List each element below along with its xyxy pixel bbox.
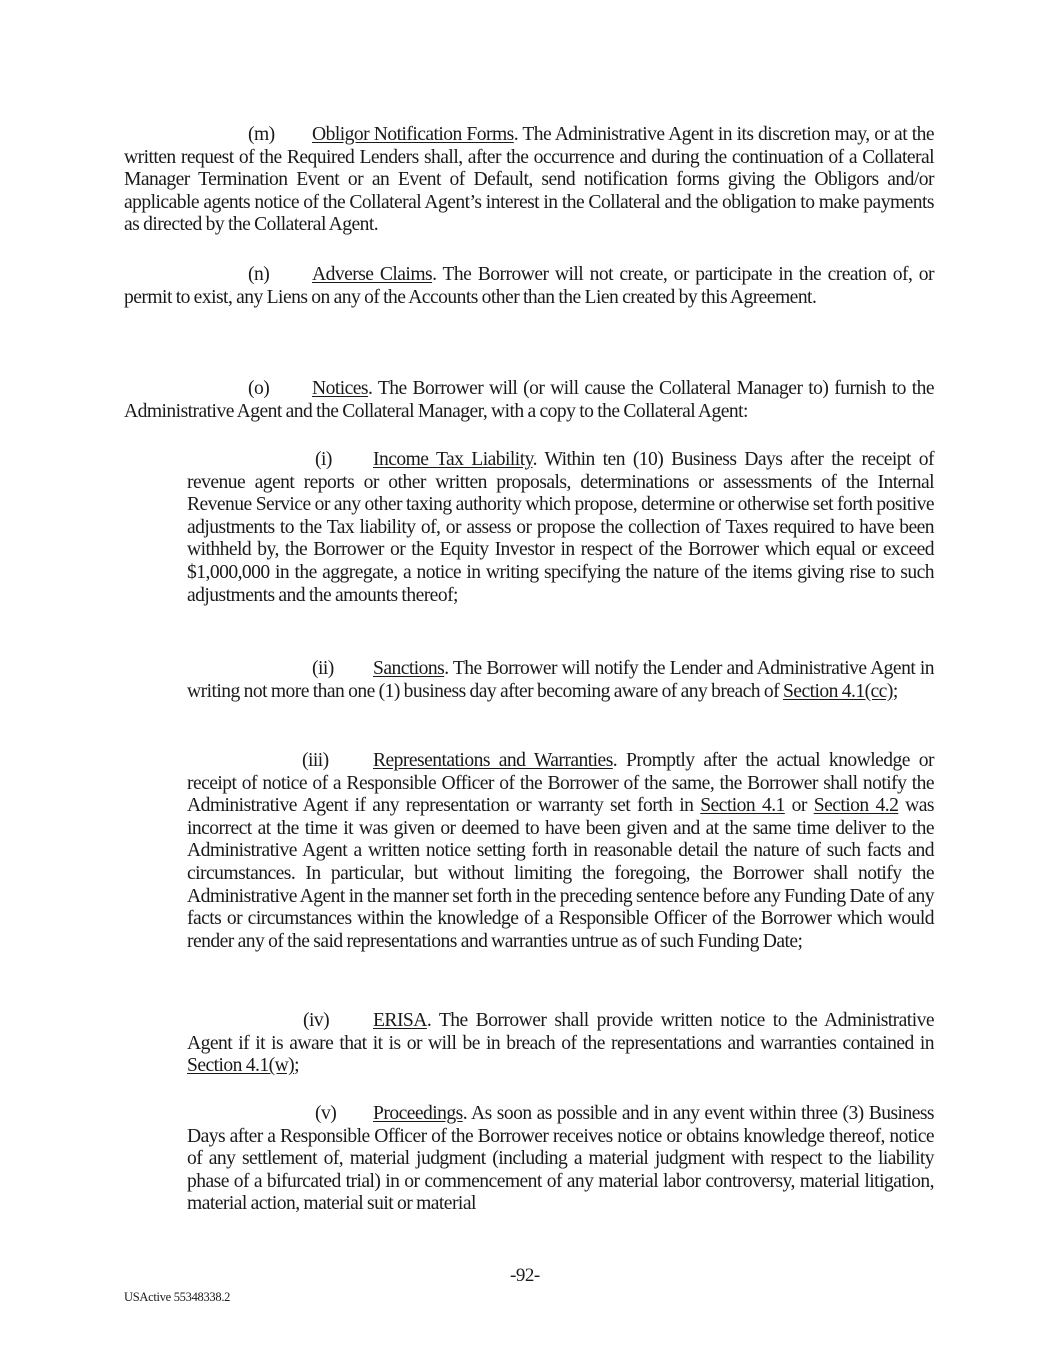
subparagraph-heading: Income Tax Liability (373, 449, 533, 470)
subparagraph-text: ; (892, 680, 898, 702)
paragraph-o (124, 378, 934, 423)
section-reference-link[interactable]: Section 4.1 (700, 795, 785, 817)
paragraph-label: (m) (248, 124, 275, 145)
section-reference-link[interactable]: Section 4.1(w) (187, 1055, 295, 1077)
subparagraph-iii (187, 750, 934, 953)
subparagraph-heading: Proceedings (373, 1103, 463, 1124)
subparagraph-heading: Representations and Warranties (373, 750, 613, 771)
paragraph-text: . The Borrower will not create, or participate in the creation of, or permit to exist, any Liens on any of the Accounts other than the Lien created by this Agreement. (124, 264, 934, 308)
subparagraph-text: . As soon as possible and in any event within three (3) Business Days after a Responsible Officer of the Borrower receives notice or obtains knowledge thereof, notice of any settlement of, material judgment (including a material judgment with respect to the liability phase of a bifurcated trial) in or commencement of any material labor controversy, material litigation, material action, material suit or material (187, 1103, 934, 1215)
subparagraph-text: . The Borrower shall provide written notice to the Administrative Agent if it is aware that it is or will be in breach of the representations and warranties contained in (187, 1010, 934, 1054)
paragraph-label: (n) (248, 264, 270, 285)
paragraph-n (124, 264, 934, 309)
document-id: USActive 55348338.2 (124, 1290, 231, 1304)
paragraph-text: . The Borrower will (or will cause the Collateral Manager to) furnish to the Administrative Agent and the Collateral Manager, with a copy to the Collateral Agent: (124, 378, 934, 422)
subparagraph-label: (iv) (303, 1010, 330, 1031)
subparagraph-label: (ii) (312, 658, 334, 679)
subparagraph-heading: Sanctions (373, 658, 445, 679)
subparagraph-text: or (784, 795, 814, 817)
paragraph-heading: Adverse Claims (312, 264, 433, 285)
subparagraph-text: was incorrect at the time it was given or deemed to have been given and at the same time deliver to the Administrative Agent a written notice setting forth in reasonable detail the nature of such facts and circumstances. In particular, but without limiting the foregoing, the Borrower shall notify the Administrative Agent in the manner set forth in the preceding sentence before any Funding Date of any facts or circumstances within the knowledge of a Responsible Officer of the Borrower which would render any of the said representations and warranties untrue as of such Funding Date; (187, 795, 934, 952)
subparagraph-ii (187, 658, 934, 703)
subparagraph-label: (i) (315, 449, 332, 470)
paragraph-heading: Notices (312, 378, 369, 399)
subparagraph-i (187, 449, 934, 607)
subparagraph-text: ; (294, 1055, 300, 1077)
subparagraph-v (187, 1103, 934, 1216)
subparagraph-text: . Within ten (10) Business Days after the receipt of revenue agent reports or other written proposals, determinations or assessments of the Internal Revenue Service or any other taxing authority which propose, determine or otherwise set forth positive adjustments to the Tax liability of, or assess or propose the collection of Taxes required to have been withheld by, the Borrower or the Equity Investor in respect of the Borrower which equal or exceed $1,000,000 in the aggregate, a notice in writing specifying the nature of the items giving rise to such adjustments and the amounts thereof; (187, 449, 934, 606)
paragraph-label: (o) (248, 378, 270, 399)
subparagraph-label: (v) (315, 1103, 337, 1124)
paragraph-text: . The Administrative Agent in its discretion may, or at the written request of the Required Lenders shall, after the occurrence and during the continuation of a Collateral Manager Termination Event or an Event of Default, send notification forms giving the Obligors and/or applicable agents notice of the Collateral Agent’s interest in the Collateral and the obligation to make payments as directed by the Collateral Agent. (124, 124, 934, 236)
paragraph-m (124, 124, 934, 237)
section-reference-link[interactable]: Section 4.1(cc) (782, 680, 893, 702)
page-number: -92- (510, 1265, 540, 1286)
section-reference-link[interactable]: Section 4.2 (813, 795, 899, 817)
subparagraph-iv (187, 1010, 934, 1078)
paragraph-heading: Obligor Notification Forms (312, 124, 514, 145)
subparagraph-heading: ERISA (373, 1010, 427, 1031)
subparagraph-label: (iii) (302, 750, 329, 771)
subparagraph-text: . Promptly after the actual knowledge or receipt of notice of a Responsible Officer of the Borrower of the same, the Borrower shall notify the Administrative Agent if any representation or warranty set forth in (187, 750, 935, 817)
subparagraph-text: . The Borrower will notify the Lender and Administrative Agent in writing not more than one (1) business day after becoming aware of any breach of (187, 658, 934, 702)
